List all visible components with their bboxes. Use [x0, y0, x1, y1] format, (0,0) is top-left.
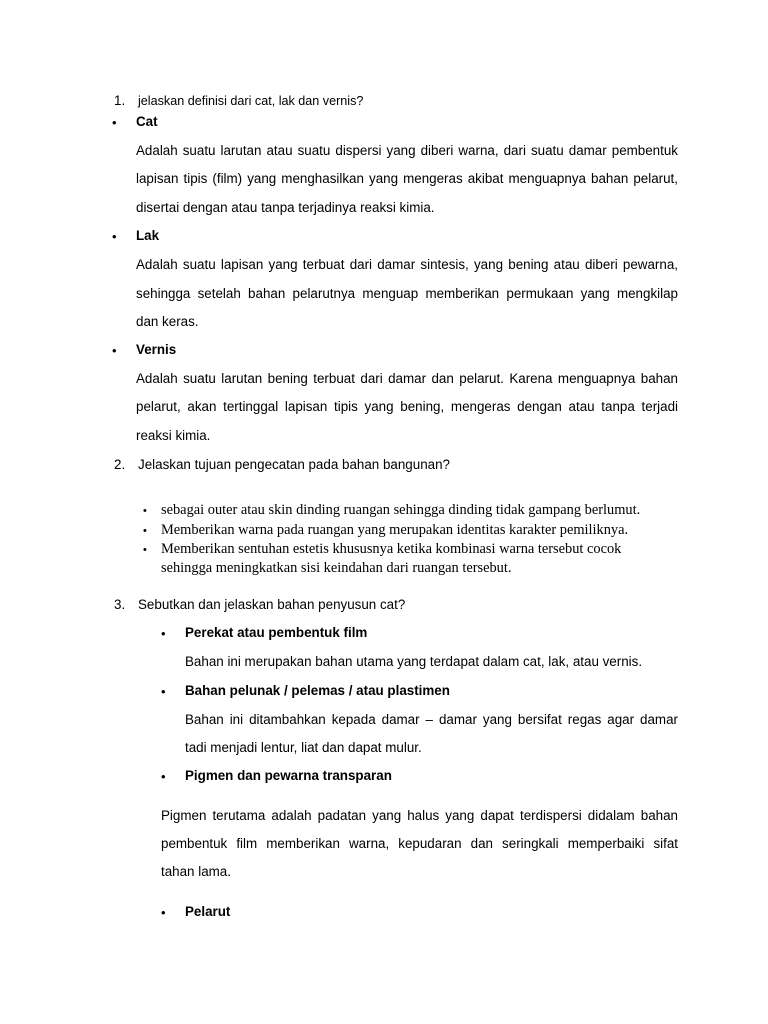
list-item-continuation: sehingga meningkatkan sisi keindahan dari ruangan tersebut. [161, 560, 512, 576]
bullet-icon: • [143, 525, 147, 537]
term-bahan-pelunak: Bahan pelunak / pelemas / atau plastimen [185, 683, 450, 698]
bullet-icon: • [112, 229, 117, 244]
bullet-icon: • [161, 626, 166, 641]
term-vernis: Vernis [136, 342, 177, 357]
question-2-text: Jelaskan tujuan pengecatan pada bahan bangunan? [138, 457, 450, 472]
paragraph-line: Adalah suatu lapisan yang terbuat dari damar sintesis, yang bening atau diberi pewarna, [136, 257, 678, 272]
paragraph-line: disertai dengan atau tanpa terjadinya reaksi kimia. [136, 200, 435, 215]
paragraph-line: pelarut, akan tertinggal lapisan tipis yang bening, mengeras dengan atau tanpa terjadi [136, 399, 678, 414]
paragraph-line: tahan lama. [161, 864, 231, 879]
bullet-icon: • [143, 505, 147, 517]
bullet-icon: • [112, 343, 117, 358]
paragraph-line: Bahan ini merupakan bahan utama yang terdapat dalam cat, lak, atau vernis. [185, 654, 643, 669]
question-1-text: jelaskan definisi dari cat, lak dan vernis? [138, 94, 364, 108]
paragraph-line: Bahan ini ditambahkan kepada damar – damar yang bersifat regas agar damar [185, 712, 678, 727]
bullet-icon: • [143, 544, 147, 556]
list-item: Memberikan sentuhan estetis khususnya ketika kombinasi warna tersebut cocok [161, 541, 622, 557]
question-2-number: 2. [114, 457, 126, 472]
paragraph-line: Adalah suatu larutan atau suatu dispersi yang diberi warna, dari suatu damar pembentuk [136, 143, 678, 158]
bullet-icon: • [112, 115, 117, 130]
term-cat: Cat [136, 114, 158, 129]
question-3-text: Sebutkan dan jelaskan bahan penyusun cat? [138, 597, 406, 612]
bullet-icon: • [161, 684, 166, 699]
list-item: sebagai outer atau skin dinding ruangan sehingga dinding tidak gampang berlumut. [161, 502, 641, 518]
paragraph-line: dan keras. [136, 314, 199, 329]
paragraph-line: pembentuk film memberikan warna, kepudaran dan seringkali memperbaiki sifat [161, 836, 678, 851]
question-3-number: 3. [114, 597, 126, 612]
bullet-icon: • [161, 769, 166, 784]
term-pigmen: Pigmen dan pewarna transparan [185, 768, 392, 783]
question-1-number: 1. [114, 93, 126, 108]
paragraph-line: Pigmen terutama adalah padatan yang halus yang dapat terdispersi didalam bahan [161, 808, 678, 823]
bullet-icon: • [161, 905, 166, 920]
paragraph-line: sehingga setelah bahan pelarutnya menguap memberikan permukaan yang mengkilap [136, 286, 678, 301]
term-pelarut: Pelarut [185, 904, 231, 919]
paragraph-line: Adalah suatu larutan bening terbuat dari damar dan pelarut. Karena menguapnya bahan [136, 371, 678, 386]
term-perekat: Perekat atau pembentuk film [185, 625, 368, 640]
paragraph-line: tadi menjadi lentur, liat dan dapat mulur. [185, 740, 422, 755]
paragraph-line: lapisan tipis (film) yang menghasilkan yang mengeras akibat menguapnya bahan pelarut, [136, 171, 678, 186]
paragraph-line: reaksi kimia. [136, 428, 211, 443]
term-lak: Lak [136, 228, 160, 243]
list-item: Memberikan warna pada ruangan yang merupakan identitas karakter pemiliknya. [161, 522, 629, 538]
